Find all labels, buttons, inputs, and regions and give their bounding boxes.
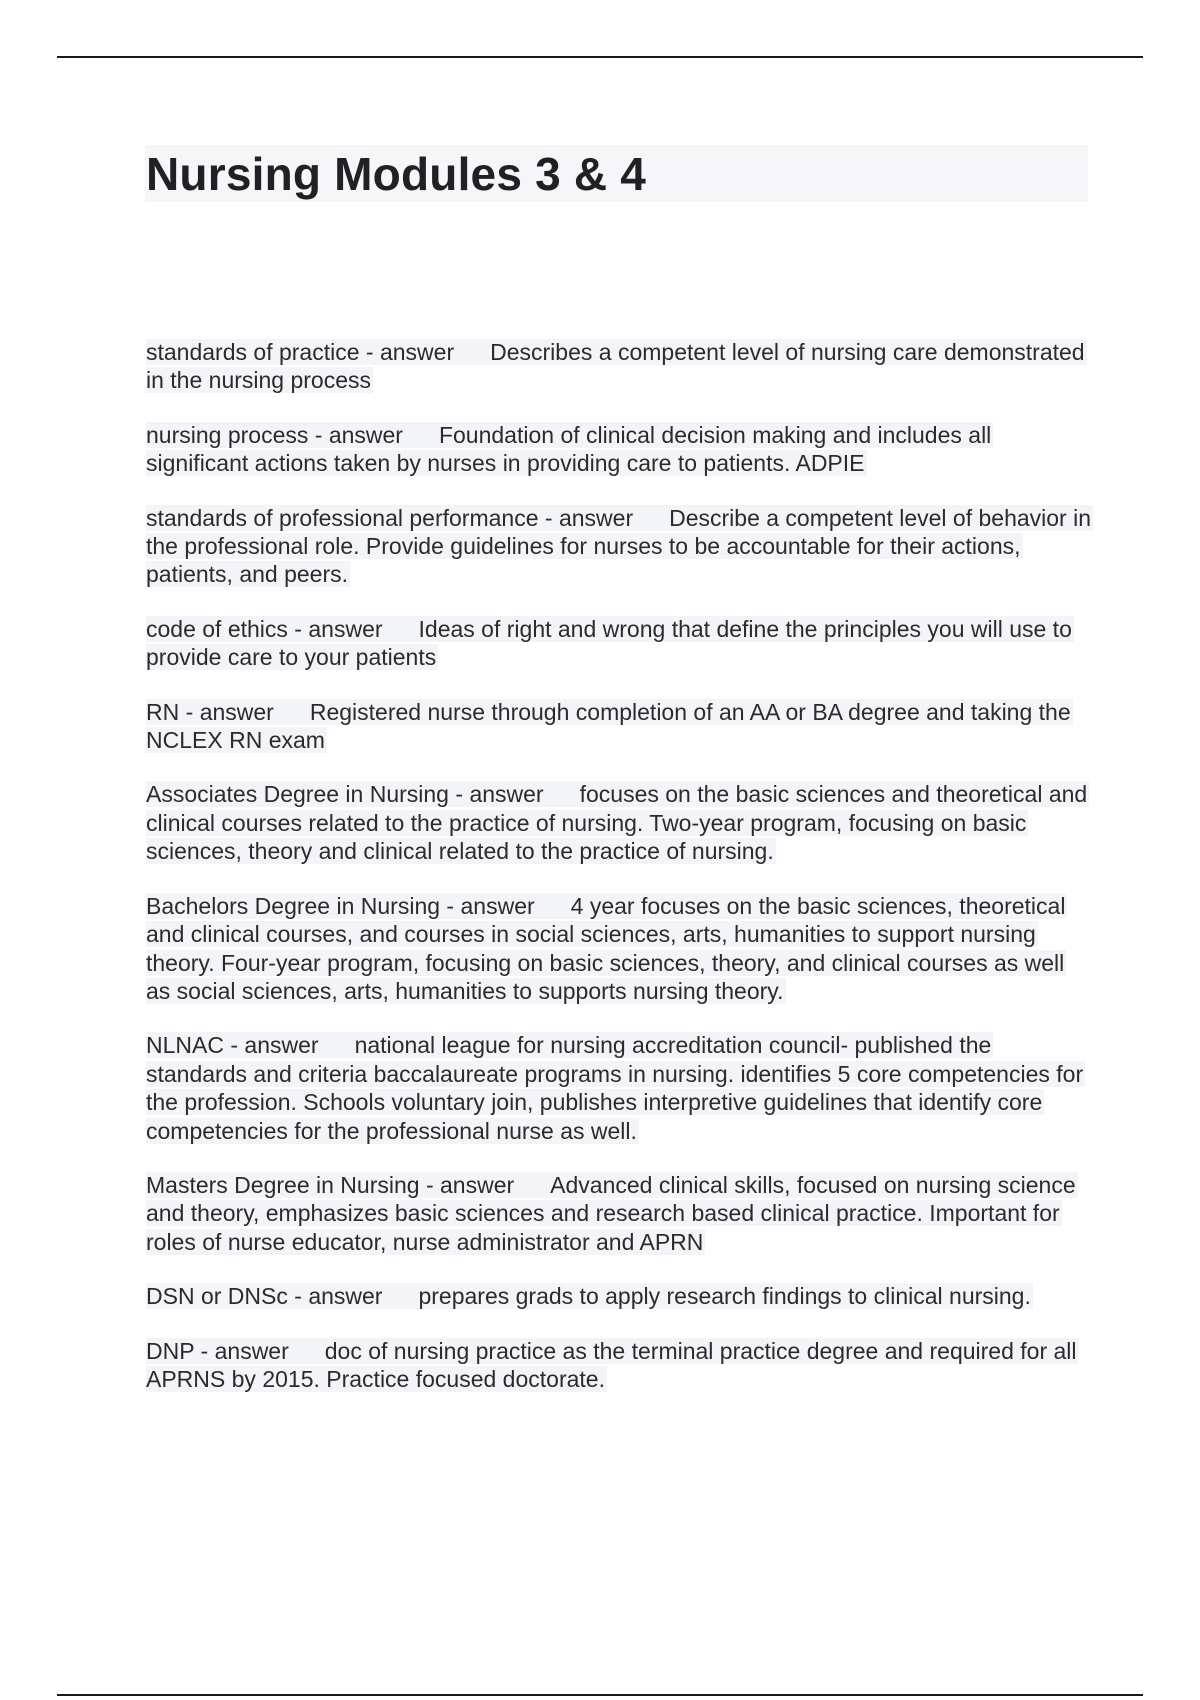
entry-term: Masters Degree in Nursing (146, 1171, 420, 1198)
entry-separator: - (287, 1283, 309, 1310)
entry-term: DNP (146, 1337, 195, 1364)
flashcard-entry (146, 780, 1091, 865)
entry-answer-label: answer (460, 892, 535, 919)
entry-term: Associates Degree in Nursing (146, 781, 449, 808)
entry-answer-label: answer (214, 1337, 289, 1364)
entry-term: standards of professional performance (146, 504, 539, 531)
entry-definition: Describes a competent level of nursing care demonstrated in the nursing process (146, 339, 1085, 394)
entry-separator: - (538, 504, 559, 531)
entry-answer-label: answer (379, 339, 455, 365)
entry-answer-label: answer (308, 1283, 383, 1310)
entry-separator: - (419, 1171, 441, 1198)
entry-answer-label: answer (469, 781, 544, 808)
flashcard-entry (146, 615, 1091, 672)
flashcard-entry (146, 421, 1091, 478)
flashcard-entry (146, 698, 1091, 755)
entry-separator: - (308, 421, 329, 448)
entry-definition: focuses on the basic sciences and theoretical and clinical courses related to the practice of nursing. Two-year program, focusing on basic sciences, theory and clinical related to the practice of nursing. (146, 781, 1088, 865)
flashcard-entry (146, 1031, 1091, 1145)
entry-separator: - (440, 892, 461, 919)
entry-term: code of ethics (146, 615, 288, 642)
entry-definition: prepares grads to apply research findings to clinical nursing. (418, 1283, 1031, 1310)
entry-term: DSN or DNSc (146, 1283, 288, 1310)
flashcard-list (146, 338, 1091, 1419)
entry-definition: Foundation of clinical decision making and includes all significant actions taken by nurses in providing care to patients. ADPIE (146, 421, 992, 477)
flashcard-entry (146, 892, 1091, 1006)
entry-term: nursing process (146, 421, 309, 448)
entry-answer-label: answer (558, 504, 634, 531)
entry-definition: Ideas of right and wrong that define the principles you will use to provide care to your patients (146, 615, 1072, 671)
entry-definition: 4 year focuses on the basic sciences, theoretical and clinical courses, and courses in social sciences, arts, humanities to support nursing theory. Four-year program, focusing on basic sciences, theory, and clinical courses as well as social sciences, arts, humanities to supports nursing theory. (146, 892, 1066, 1004)
entry-definition: Registered nurse through completion of an AA or BA degree and taking the NCLEX RN exam (146, 698, 1071, 754)
entry-separator: - (223, 1032, 245, 1059)
flashcard-entry (146, 1282, 1091, 1310)
flashcard-entry (146, 1337, 1091, 1394)
entry-answer-label: answer (244, 1032, 319, 1059)
entry-definition: national league for nursing accreditation council- published the standards and criteria baccalaureate programs in nursing. identifies 5 core competencies for the profession. Schools voluntary join, publishes interpretive guidelines that identify core competencies for the professional nurse as well. (146, 1032, 1084, 1144)
flashcard-entry (146, 1171, 1091, 1256)
entry-definition: Describe a competent level of behavior in the professional role. Provide guidelines for nurses to be accountable for their actions, patients, and peers. (146, 504, 1092, 588)
entry-term: NLNAC (146, 1032, 224, 1059)
flashcard-entry (146, 338, 1091, 395)
entry-term: Bachelors Degree in Nursing (146, 892, 441, 919)
page-title: Nursing Modules 3 & 4 (146, 148, 647, 200)
entry-separator: - (359, 339, 380, 365)
entry-separator: - (194, 1337, 215, 1364)
entry-definition: Advanced clinical skills, focused on nursing science and theory, emphasizes basic sciences and research based clinical practice. Important for roles of nurse educator, nurse administrator and APRN (146, 1171, 1076, 1255)
bottom-rule (57, 1694, 1143, 1696)
top-rule (57, 56, 1143, 58)
entry-separator: - (448, 781, 470, 808)
flashcard-entry (146, 504, 1091, 589)
entry-answer-label: answer (440, 1171, 515, 1198)
entry-answer-label: answer (308, 615, 383, 642)
entry-separator: - (179, 698, 200, 725)
entry-definition: doc of nursing practice as the terminal practice degree and required for all APRNS by 2015. Practice focused doctorate. (146, 1337, 1077, 1392)
entry-term: RN (146, 698, 180, 725)
entry-answer-label: answer (199, 698, 274, 725)
entry-separator: - (287, 615, 309, 642)
entry-term: standards of practice (146, 339, 360, 365)
entry-answer-label: answer (328, 421, 403, 448)
